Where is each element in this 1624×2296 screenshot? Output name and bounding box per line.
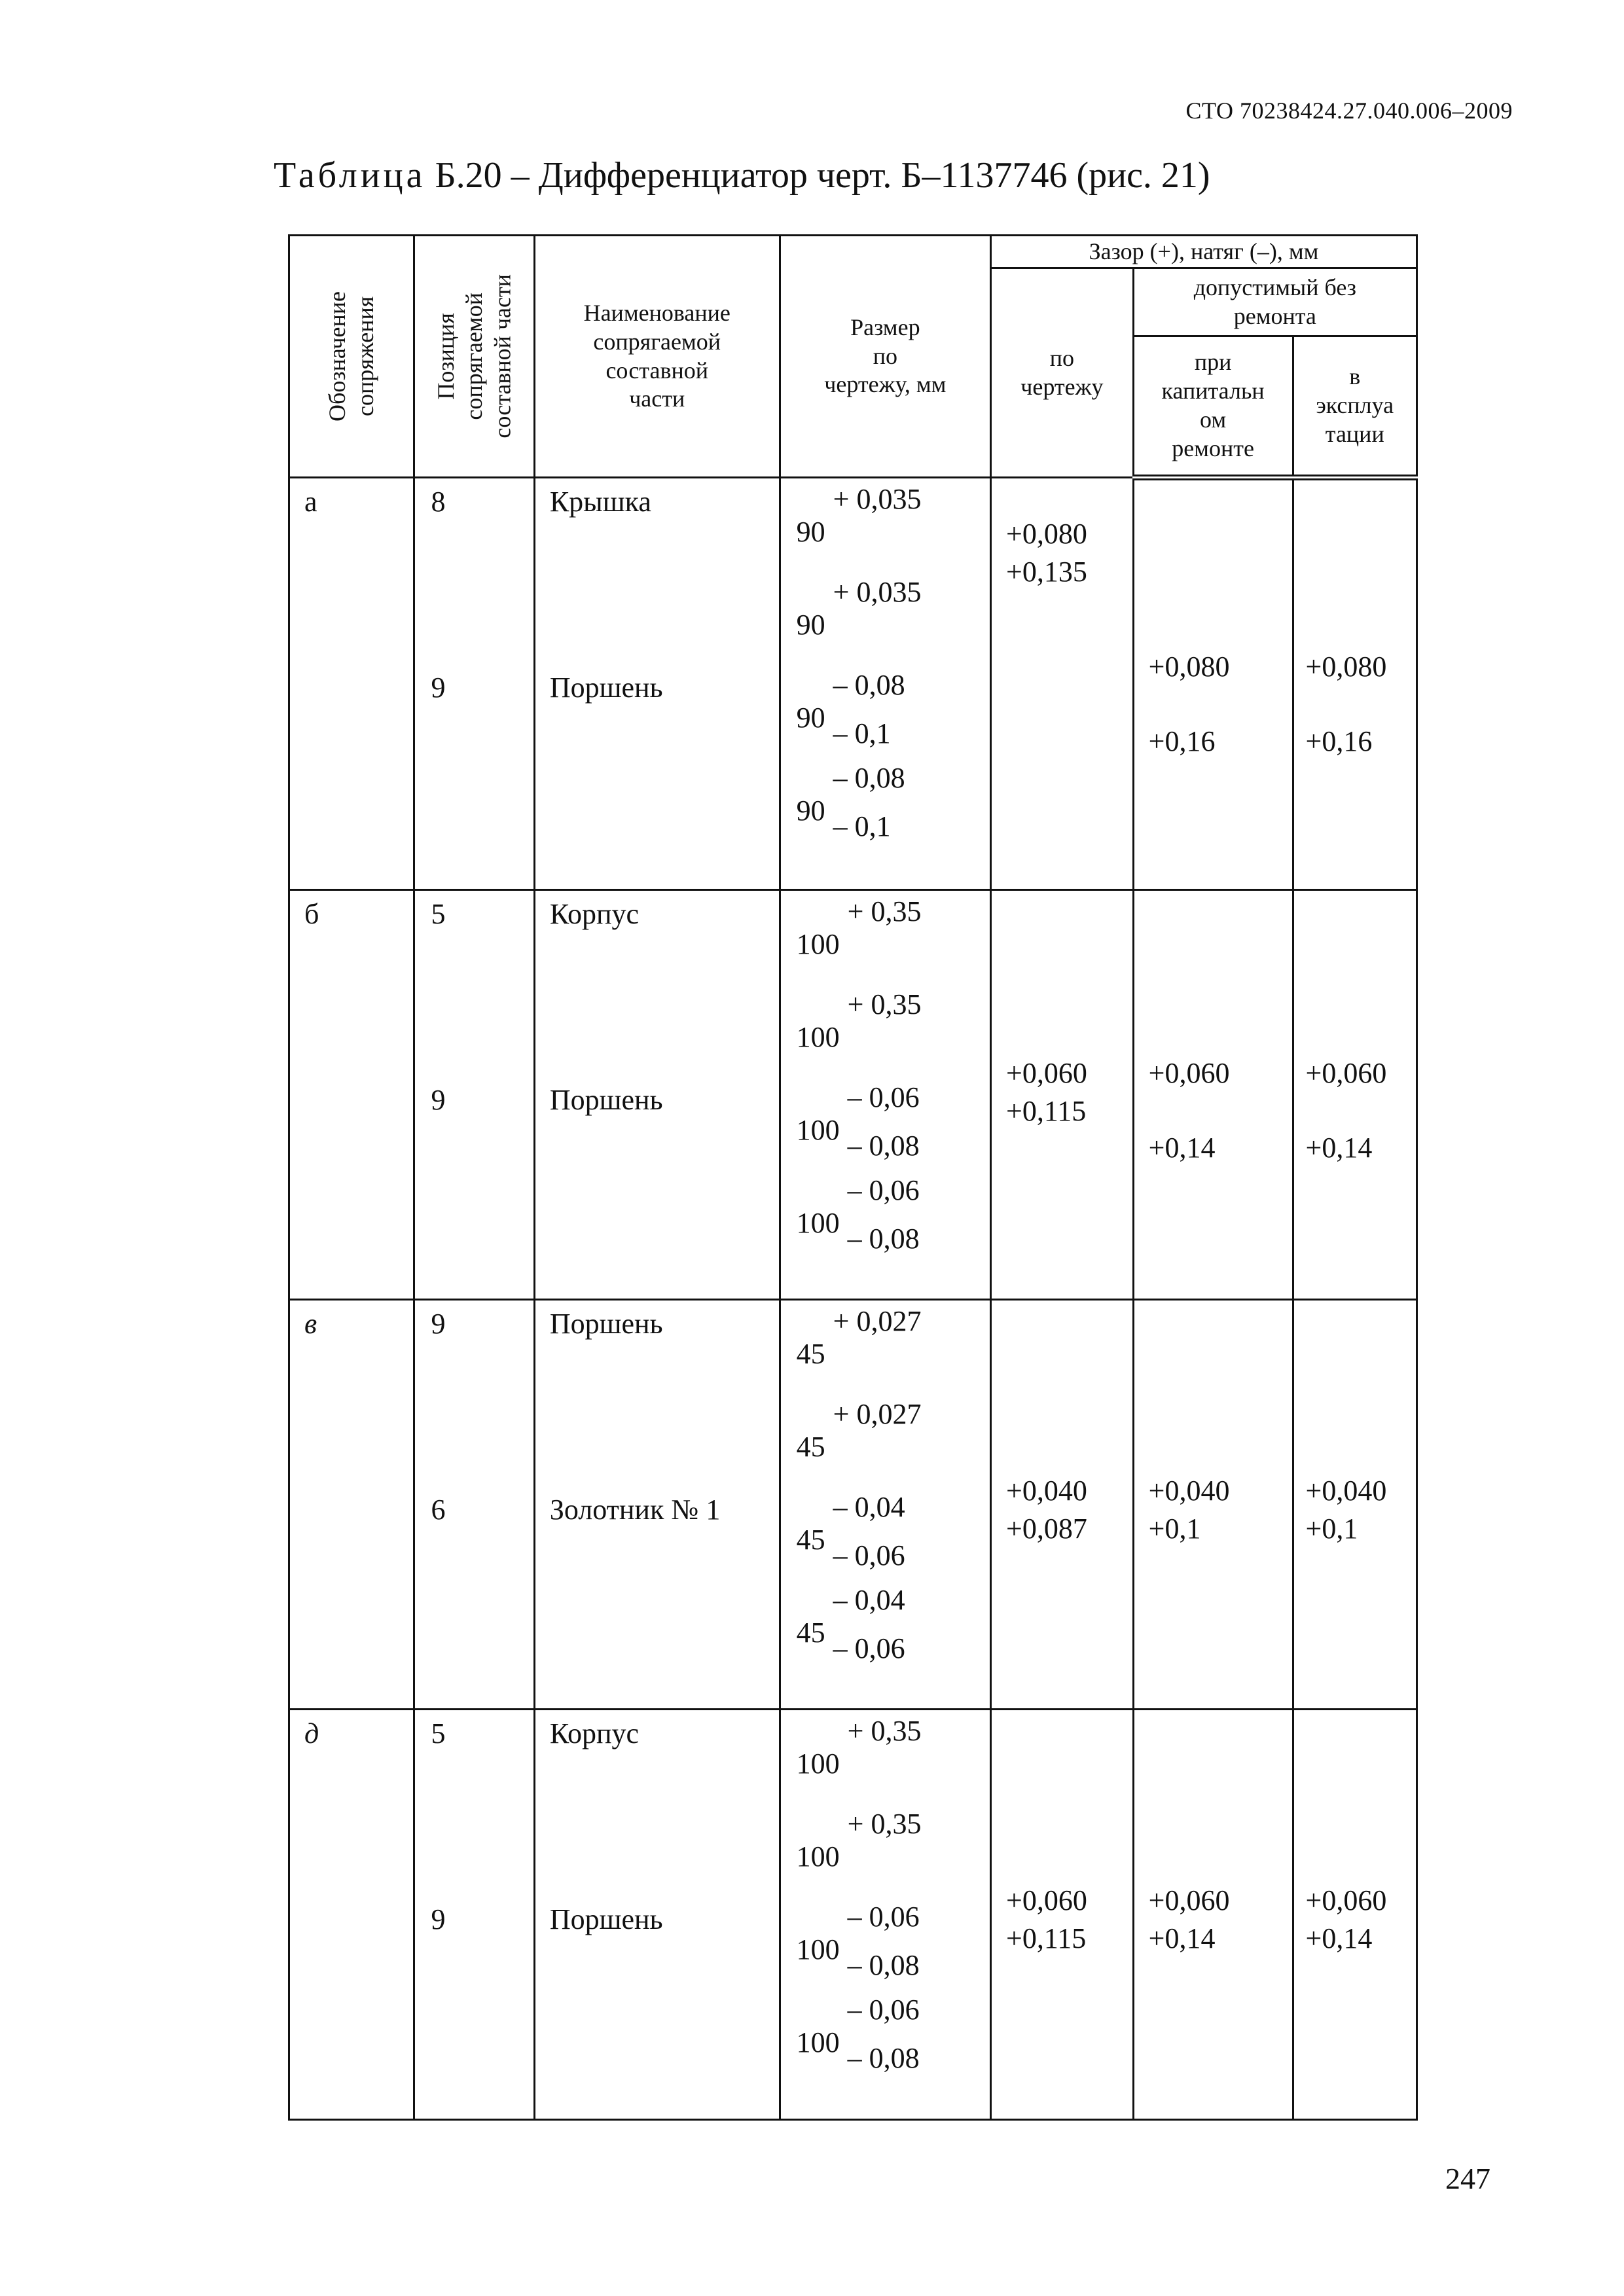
allowed-operation-cell — [1293, 1710, 1417, 2120]
header-gap-drawing-label: по чертежу — [1020, 344, 1104, 400]
position-value: 9 — [431, 1307, 446, 1340]
header-designation — [289, 236, 414, 478]
header-gap-group-label: Зазор (+), натяг (–), мм — [1089, 238, 1319, 264]
part-name-cell — [534, 1710, 780, 2120]
designation-cell — [289, 1299, 414, 1709]
gap-drawing-cell — [991, 1710, 1134, 2120]
header-allowed-operation — [1293, 336, 1417, 478]
gap-drawing-values — [1006, 515, 1087, 591]
size-nominal: 45 — [796, 1523, 825, 1556]
allowed-min: +0,080 — [1305, 651, 1387, 683]
size-lower-deviation: – 0,08 — [847, 2042, 920, 2075]
page-number: 247 — [1445, 2162, 1490, 2195]
header-size-label: Размер по чертежу, мм — [824, 314, 947, 398]
part-name-value: Поршень — [549, 1083, 663, 1116]
allowed-operation-cell — [1293, 889, 1417, 1299]
designation-cell — [289, 889, 414, 1299]
size-upper-deviation: – 0,04 — [833, 1583, 905, 1616]
size-upper-deviation: – 0,06 — [847, 1081, 920, 1113]
allowed-max: +0,14 — [1148, 1131, 1216, 1164]
position-value: 9 — [431, 1903, 446, 1936]
size-cell — [780, 478, 990, 890]
table-header — [289, 236, 1417, 478]
allowed-min: +0,060 — [1305, 1056, 1387, 1089]
allowed-min: +0,060 — [1148, 1056, 1230, 1089]
header-allowed-operation-label: в эксплуа тации — [1316, 363, 1394, 447]
allowed-overhaul-values — [1149, 630, 1230, 779]
allowed-max: +0,14 — [1148, 1922, 1216, 1955]
allowed-min: +0,080 — [1148, 651, 1230, 683]
size-upper-deviation: + 0,35 — [847, 988, 922, 1020]
fit-table — [288, 234, 1418, 2121]
size-lower-deviation: – 0,06 — [833, 1539, 905, 1571]
allowed-operation-values — [1306, 1472, 1387, 1548]
allowed-overhaul-cell — [1133, 1299, 1293, 1709]
header-designation-label: Обозначение сопряжения — [324, 291, 379, 422]
size-upper-deviation: – 0,04 — [833, 1490, 905, 1523]
size-lower-deviation: – 0,08 — [847, 1949, 920, 1982]
allowed-max: +0,14 — [1305, 1131, 1373, 1164]
size-upper-deviation: + 0,035 — [833, 483, 922, 515]
header-allowed-overhaul-label: при капитальн ом ремонте — [1161, 349, 1265, 461]
size-nominal: 100 — [796, 2026, 840, 2059]
gap-drawing-values — [1006, 1882, 1087, 1958]
document-code: СТО 70238424.27.040.006–2009 — [1185, 98, 1513, 124]
part-name-value: Корпус — [549, 897, 640, 930]
allowed-overhaul-cell — [1133, 478, 1293, 890]
header-position — [414, 236, 534, 478]
part-name-value: Поршень — [549, 1903, 663, 1936]
part-name-cell — [534, 1299, 780, 1709]
gap-min: +0,080 — [1006, 518, 1087, 550]
allowed-operation-cell — [1293, 1299, 1417, 1709]
allowed-operation-values — [1306, 1882, 1387, 1958]
designation-value: в — [304, 1307, 317, 1340]
gap-drawing-values — [1006, 1472, 1087, 1548]
gap-drawing-cell — [991, 889, 1134, 1299]
size-upper-deviation: – 0,08 — [833, 669, 905, 701]
size-dimension — [797, 1807, 986, 1896]
header-allowed-overhaul — [1133, 336, 1293, 478]
table-row — [289, 1710, 1417, 2120]
part-name-value: Корпус — [549, 1717, 640, 1750]
size-dimension — [797, 482, 986, 571]
allowed-max: +0,14 — [1305, 1922, 1373, 1955]
size-upper-deviation: + 0,35 — [847, 1715, 922, 1748]
size-upper-deviation: – 0,06 — [847, 1174, 920, 1206]
table-title-text: Б.20 – Дифференциатор черт. Б–1137746 (рис. 21) — [435, 155, 1210, 196]
size-dimension — [797, 1174, 986, 1263]
allowed-max: +0,1 — [1148, 1512, 1201, 1545]
gap-max: +0,115 — [1006, 1922, 1087, 1955]
allowed-overhaul-values — [1149, 1472, 1230, 1548]
size-nominal: 90 — [796, 702, 825, 734]
position-value: 6 — [431, 1493, 446, 1526]
size-lower-deviation: – 0,1 — [833, 810, 891, 842]
table-row — [289, 889, 1417, 1299]
size-lower-deviation: – 0,08 — [847, 1222, 920, 1255]
header-gap-group — [991, 236, 1417, 268]
position-cell — [414, 889, 534, 1299]
size-nominal: 100 — [796, 1840, 840, 1873]
size-cell — [780, 1299, 990, 1709]
size-nominal: 100 — [796, 1020, 840, 1053]
size-nominal: 90 — [796, 795, 825, 827]
allowed-operation-cell — [1293, 478, 1417, 890]
size-dimension — [797, 1900, 986, 1989]
size-dimension — [797, 1397, 986, 1486]
header-position-label: Позиция сопрягаемой составной части — [432, 274, 516, 439]
size-dimension — [797, 1304, 986, 1393]
size-upper-deviation: + 0,035 — [833, 576, 922, 608]
size-lower-deviation: – 0,06 — [833, 1632, 905, 1664]
size-dimension — [797, 1714, 986, 1803]
size-nominal: 100 — [796, 1206, 840, 1239]
allowed-overhaul-values — [1149, 1036, 1230, 1185]
size-dimension — [797, 668, 986, 757]
header-gap-drawing — [991, 268, 1134, 478]
size-cell — [780, 889, 990, 1299]
size-dimension — [797, 1081, 986, 1170]
designation-value: б — [304, 897, 319, 930]
designation-cell — [289, 478, 414, 890]
allowed-min: +0,040 — [1148, 1474, 1230, 1507]
allowed-overhaul-values — [1149, 1882, 1230, 1958]
size-nominal: 100 — [796, 1933, 840, 1966]
designation-value: а — [304, 486, 317, 518]
size-cell — [780, 1710, 990, 2120]
size-nominal: 90 — [796, 609, 825, 641]
gap-min: +0,040 — [1006, 1474, 1087, 1507]
size-nominal: 45 — [796, 1337, 825, 1370]
header-size — [780, 236, 990, 478]
size-lower-deviation: – 0,1 — [833, 717, 891, 749]
size-lower-deviation: – 0,08 — [847, 1129, 920, 1162]
position-cell — [414, 1299, 534, 1709]
size-upper-deviation: + 0,027 — [833, 1397, 922, 1430]
part-name-value: Поршень — [549, 672, 663, 704]
size-dimension — [797, 895, 986, 984]
size-dimension — [797, 1583, 986, 1672]
size-dimension — [797, 575, 986, 664]
size-nominal: 45 — [796, 1616, 825, 1649]
allowed-max: +0,1 — [1305, 1512, 1358, 1545]
allowed-max: +0,16 — [1305, 725, 1373, 757]
header-allowed-group — [1133, 268, 1416, 336]
allowed-operation-values — [1306, 1036, 1387, 1185]
header-part-name-label: Наименование сопрягаемой составной части — [583, 299, 731, 412]
allowed-operation-values — [1306, 630, 1387, 779]
position-cell — [414, 1710, 534, 2120]
size-dimension — [797, 1993, 986, 2082]
table-title — [274, 154, 1210, 196]
gap-drawing-values — [1006, 1054, 1087, 1130]
position-value: 9 — [431, 672, 446, 704]
table-title-word: Таблица — [274, 155, 426, 196]
part-name-cell — [534, 889, 780, 1299]
size-upper-deviation: + 0,35 — [847, 895, 922, 927]
position-value: 8 — [431, 486, 446, 518]
part-name-value: Золотник № 1 — [549, 1493, 721, 1526]
gap-max: +0,115 — [1006, 1094, 1087, 1127]
gap-min: +0,060 — [1006, 1884, 1087, 1917]
position-value: 5 — [431, 897, 446, 930]
header-allowed-group-label: допустимый без ремонта — [1193, 274, 1356, 329]
size-dimension — [797, 761, 986, 850]
position-value: 9 — [431, 1083, 446, 1116]
table-row — [289, 478, 1417, 890]
allowed-min: +0,060 — [1148, 1884, 1230, 1917]
position-value: 5 — [431, 1717, 446, 1750]
size-upper-deviation: + 0,35 — [847, 1808, 922, 1840]
gap-min: +0,060 — [1006, 1056, 1087, 1089]
size-upper-deviation: + 0,027 — [833, 1304, 922, 1337]
size-dimension — [797, 1490, 986, 1579]
size-upper-deviation: – 0,06 — [847, 1994, 920, 2026]
table-row — [289, 1299, 1417, 1709]
allowed-min: +0,060 — [1305, 1884, 1387, 1917]
allowed-min: +0,040 — [1305, 1474, 1387, 1507]
allowed-max: +0,16 — [1148, 725, 1216, 757]
size-dimension — [797, 988, 986, 1077]
gap-drawing-cell — [991, 478, 1134, 890]
allowed-overhaul-cell — [1133, 1710, 1293, 2120]
gap-drawing-cell — [991, 1299, 1134, 1709]
gap-max: +0,135 — [1006, 556, 1087, 588]
size-upper-deviation: – 0,08 — [833, 762, 905, 794]
part-name-cell — [534, 478, 780, 890]
size-nominal: 45 — [796, 1430, 825, 1463]
size-nominal: 100 — [796, 927, 840, 960]
header-part-name — [534, 236, 780, 478]
part-name-value: Поршень — [549, 1307, 663, 1340]
size-nominal: 90 — [796, 516, 825, 548]
position-cell — [414, 478, 534, 890]
designation-cell — [289, 1710, 414, 2120]
size-upper-deviation: – 0,06 — [847, 1901, 920, 1933]
gap-max: +0,087 — [1006, 1512, 1087, 1545]
allowed-overhaul-cell — [1133, 889, 1293, 1299]
size-nominal: 100 — [796, 1113, 840, 1146]
size-nominal: 100 — [796, 1748, 840, 1780]
table-body — [289, 478, 1417, 2120]
designation-value: д — [304, 1717, 319, 1750]
part-name-value: Крышка — [549, 486, 651, 518]
